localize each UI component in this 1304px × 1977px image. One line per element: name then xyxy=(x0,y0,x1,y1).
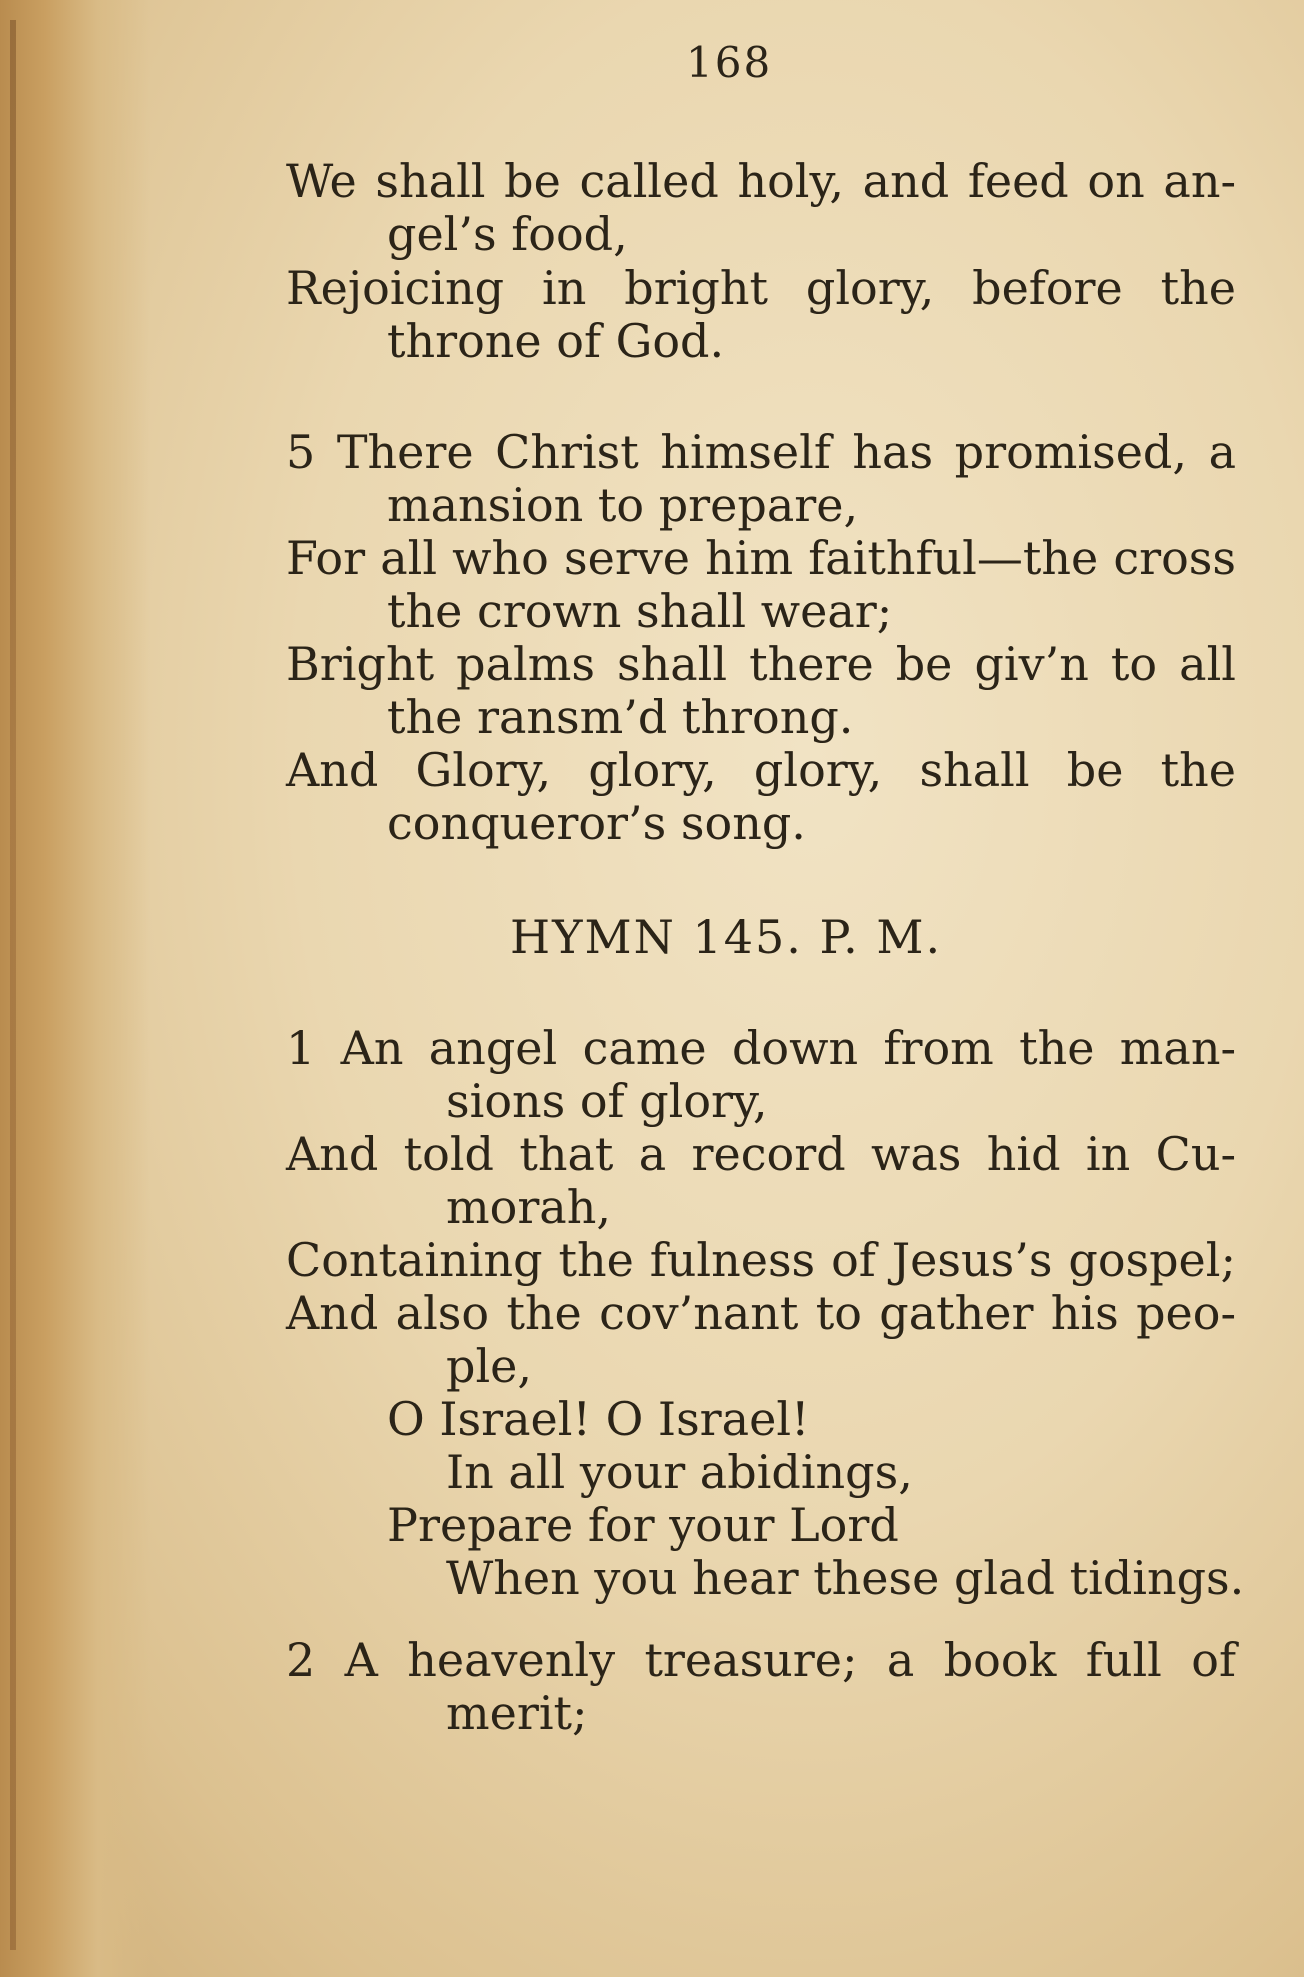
verse-line: And also the cov’nant to gather his peo- xyxy=(286,1286,1236,1340)
spine-shadow xyxy=(0,0,150,1977)
page-number: 168 xyxy=(686,38,773,87)
verse-line: gel’s food, xyxy=(387,207,628,261)
chorus-line: Prepare for your Lord xyxy=(387,1498,899,1552)
verse-line: 1 An angel came down from the man- xyxy=(286,1021,1236,1075)
verse-line: Containing the fulness of Jesus’s gospel; xyxy=(286,1233,1236,1287)
chorus-line: In all your abidings, xyxy=(446,1445,913,1499)
verse-line: sions of glory, xyxy=(446,1074,768,1128)
verse-line: the ransm’d throng. xyxy=(387,690,854,744)
verse-line: 2 A heavenly treasure; a book full of xyxy=(286,1633,1236,1687)
chorus-line: O Israel! O Israel! xyxy=(387,1392,810,1446)
hymn-text xyxy=(286,0,1245,1977)
verse-line: And Glory, glory, glory, shall be the xyxy=(286,743,1236,797)
chorus-line: When you hear these glad tidings. xyxy=(446,1551,1245,1605)
verse-line: Rejoicing in bright glory, before the xyxy=(286,261,1236,315)
verse-line: throne of God. xyxy=(387,314,725,368)
verse-line: For all who serve him faithful—the cross xyxy=(286,531,1236,585)
verse-line: ple, xyxy=(446,1339,533,1393)
verse-line: mansion to prepare, xyxy=(387,478,859,532)
spine-edge xyxy=(10,20,16,1950)
verse-line: Bright palms shall there be giv’n to all xyxy=(286,637,1236,691)
verse-line: the crown shall wear; xyxy=(387,584,893,638)
verse-line: merit; xyxy=(446,1686,588,1740)
hymn-heading: HYMN 145. P. M. xyxy=(510,910,943,964)
verse-line: conqueror’s song. xyxy=(387,796,806,850)
verse-line: morah, xyxy=(446,1180,611,1234)
verse-line: We shall be called holy, and feed on an- xyxy=(286,154,1236,208)
verse-line: 5 There Christ himself has promised, a xyxy=(286,425,1236,479)
verse-line: And told that a record was hid in Cu- xyxy=(286,1127,1236,1181)
